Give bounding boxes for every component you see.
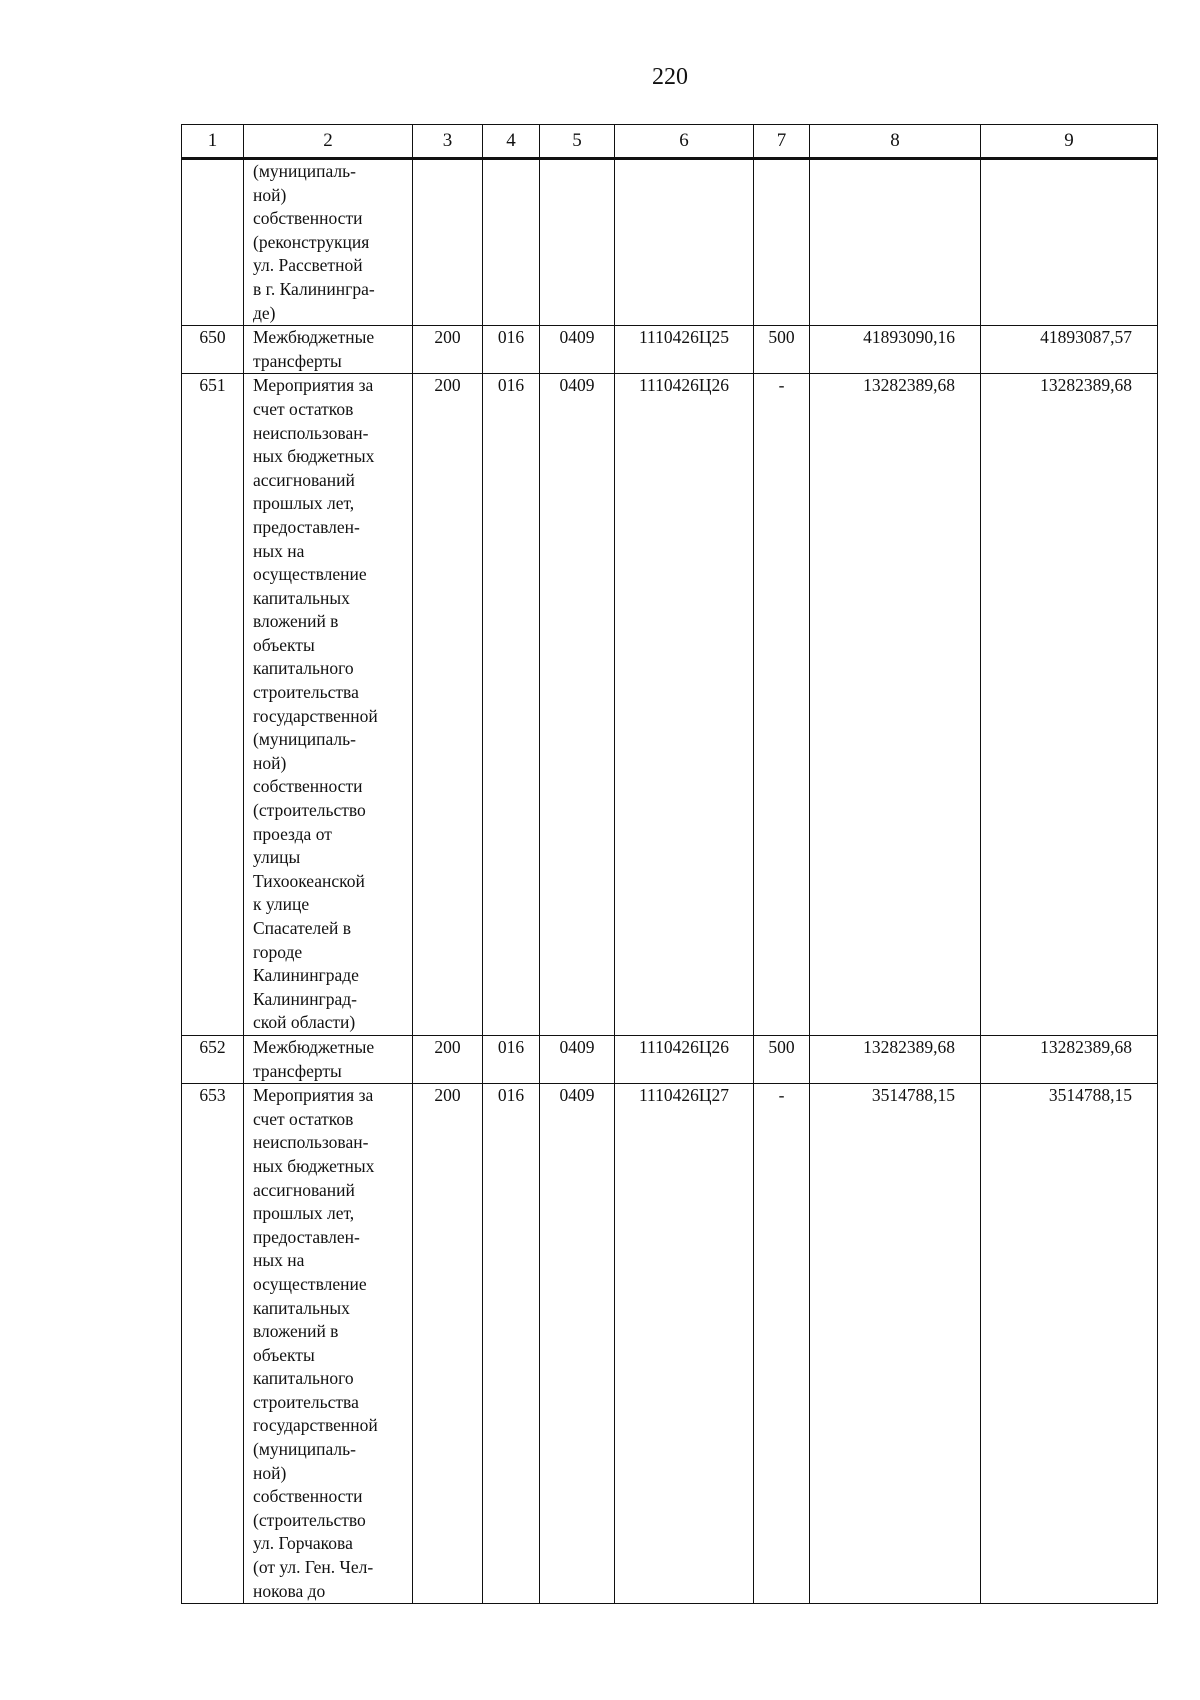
executed-amount: 13282389,68 (981, 374, 1158, 1036)
table-body (182, 159, 1158, 1604)
column-header-5: 5 (540, 125, 615, 159)
admin-code: 200 (413, 374, 483, 1036)
target-article-code: 1110426Ц26 (615, 374, 754, 1036)
row-description-text: Мероприятия за счет остатков неиспользован- ных бюджетных ассигнований прошлых лет, предоставлен- ных на осуществление капитальных вложений в объекты капитального строительства государственной (муниципаль- ной) собственности (строительство проезда от улицы Тихоокеанской к улице Спасателей в городе Калининграде Калининград- ской области) (253, 375, 378, 1033)
budget-table (181, 124, 1158, 1604)
expense-type-code: - (754, 1084, 810, 1604)
planned-amount: 13282389,68 (810, 1035, 981, 1083)
planned-amount: 13282389,68 (810, 374, 981, 1036)
admin-code: 200 (413, 1035, 483, 1083)
table-header (182, 125, 1158, 159)
section-code: 016 (483, 1035, 540, 1083)
expense-type-code: 500 (754, 1035, 810, 1083)
row-description (244, 1035, 413, 1083)
executed-amount: 3514788,15 (981, 1084, 1158, 1604)
table-row (182, 159, 1158, 326)
subsection-code: 0409 (540, 326, 615, 374)
section-code: 016 (483, 1084, 540, 1604)
column-header-4: 4 (483, 125, 540, 159)
subsection-code: 0409 (540, 1035, 615, 1083)
row-description (244, 1084, 413, 1604)
admin-code (413, 159, 483, 326)
target-article-code: 1110426Ц25 (615, 326, 754, 374)
section-code (483, 159, 540, 326)
expense-type-code: - (754, 374, 810, 1036)
table-row (182, 1035, 1158, 1083)
planned-amount (810, 159, 981, 326)
admin-code: 200 (413, 326, 483, 374)
row-number: 650 (182, 326, 244, 374)
table-row (182, 374, 1158, 1036)
subsection-code: 0409 (540, 374, 615, 1036)
section-code: 016 (483, 326, 540, 374)
planned-amount: 3514788,15 (810, 1084, 981, 1604)
column-header-2: 2 (244, 125, 413, 159)
row-description (244, 326, 413, 374)
executed-amount (981, 159, 1158, 326)
expense-type-code (754, 159, 810, 326)
row-description-text: Межбюджетные трансферты (253, 1036, 375, 1081)
section-code: 016 (483, 374, 540, 1036)
subsection-code: 0409 (540, 1084, 615, 1604)
row-number (182, 159, 244, 326)
admin-code: 200 (413, 1084, 483, 1604)
row-description-text: Мероприятия за счет остатков неиспользован- ных бюджетных ассигнований прошлых лет, предоставлен- ных на осуществление капитальных вложений в объекты капитального строительства государственной (муниципаль- ной) собственности (строительство ул. Горчакова (от ул. Ген. Чел- нокова до (253, 1085, 378, 1601)
executed-amount: 41893087,57 (981, 326, 1158, 374)
subsection-code (540, 159, 615, 326)
target-article-code: 1110426Ц27 (615, 1084, 754, 1604)
row-number: 653 (182, 1084, 244, 1604)
column-header-8: 8 (810, 125, 981, 159)
header-row (182, 125, 1158, 159)
row-description-text: Межбюджетные трансферты (253, 327, 375, 371)
row-number: 651 (182, 374, 244, 1036)
target-article-code (615, 159, 754, 326)
column-header-3: 3 (413, 125, 483, 159)
row-description-text: (муниципаль- ной) собственности (реконструкция ул. Рассветной в г. Калинингра- де) (253, 161, 375, 323)
table-row (182, 1084, 1158, 1604)
table-row (182, 326, 1158, 374)
executed-amount: 13282389,68 (981, 1035, 1158, 1083)
planned-amount: 41893090,16 (810, 326, 981, 374)
expense-type-code: 500 (754, 326, 810, 374)
row-description (244, 374, 413, 1036)
column-header-9: 9 (981, 125, 1158, 159)
column-header-1: 1 (182, 125, 244, 159)
page-number: 220 (652, 64, 688, 90)
row-number: 652 (182, 1035, 244, 1083)
column-header-6: 6 (615, 125, 754, 159)
target-article-code: 1110426Ц26 (615, 1035, 754, 1083)
column-header-7: 7 (754, 125, 810, 159)
row-description (244, 159, 413, 326)
